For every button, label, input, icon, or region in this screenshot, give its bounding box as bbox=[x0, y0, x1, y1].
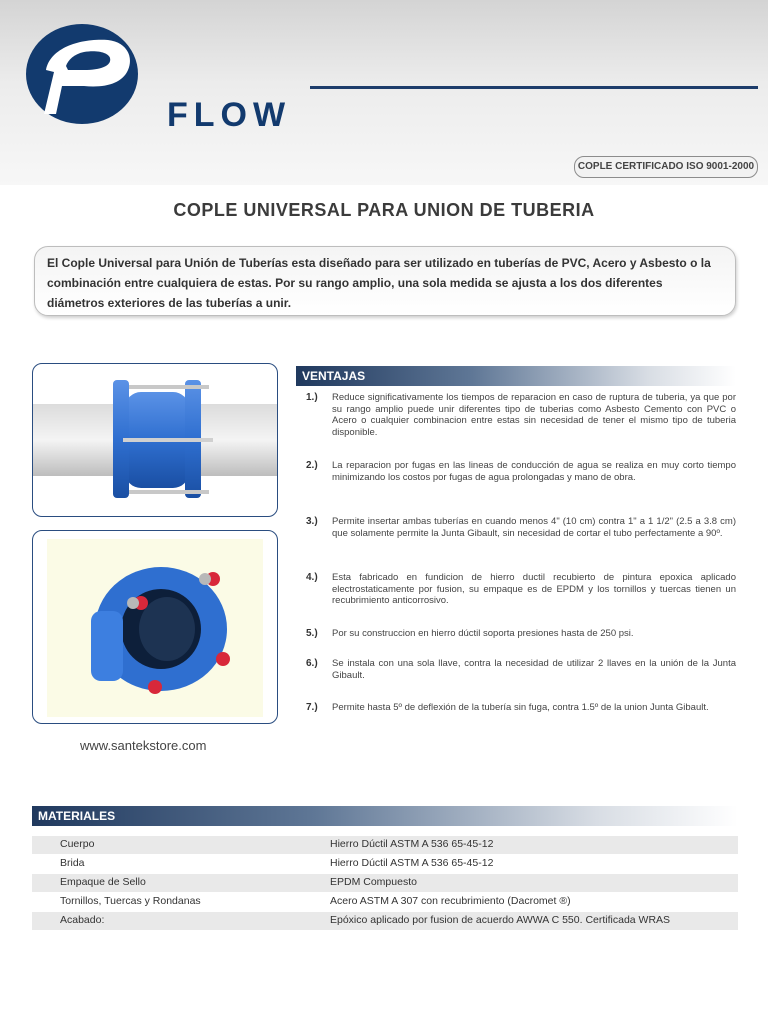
item-text: Esta fabricado en fundicion de hierro ductil recubierto de pintura epoxica aplicado electrostaticamente por fusion, su empaque es de EPDM y los tornillos y tuercas tienen un recubrimiento anticorrosivo. bbox=[332, 572, 736, 606]
item-number: 3.) bbox=[306, 516, 318, 527]
table-row bbox=[32, 836, 738, 854]
intro-text: El Cople Universal para Unión de Tuberías esta diseñado para ser utilizado en tuberías de PVC, Acero y Asbesto o la combinación entre cualquiera de estas. Por su rango amplio, una sola medida se ajusta a los dos diferentes diámetros exteriores de las tuberías a unir. bbox=[47, 256, 711, 310]
item-number: 7.) bbox=[306, 702, 318, 713]
website-url: www.santekstore.com bbox=[80, 738, 207, 753]
material-label: Cuerpo bbox=[60, 838, 95, 850]
material-value: Hierro Dúctil ASTM A 536 65-45-12 bbox=[330, 838, 494, 850]
ventajas-heading: VENTAJAS bbox=[296, 366, 736, 386]
item-text: La reparacion por fugas en las lineas de conducción de agua se realiza en muy corto tiempo minimizando los costos por fugas de agua prolongadas y mano de obra. bbox=[332, 460, 736, 483]
material-label: Tornillos, Tuercas y Rondanas bbox=[60, 895, 201, 907]
page-title: COPLE UNIVERSAL PARA UNION DE TUBERIA bbox=[173, 200, 595, 220]
item-number: 5.) bbox=[306, 628, 318, 639]
header-divider-line bbox=[310, 86, 758, 89]
material-value: EPDM Compuesto bbox=[330, 876, 417, 888]
logo-wordmark: FLOW bbox=[167, 96, 292, 134]
table-row bbox=[32, 912, 738, 930]
material-value: Epóxico aplicado por fusion de acuerdo AWWA C 550. Certificada WRAS bbox=[330, 914, 671, 926]
item-text: Se instala con una sola llave, contra la necesidad de utilizar 2 llaves en la unión de la Junta Gibault. bbox=[332, 658, 736, 681]
flow-logo bbox=[22, 22, 292, 134]
intro-box bbox=[34, 246, 736, 316]
flow-logo-icon bbox=[22, 22, 152, 130]
coupling-on-pipe-photo bbox=[32, 363, 278, 517]
certification-badge: COPLE CERTIFICADO ISO 9001-2000 bbox=[574, 156, 758, 178]
material-value: Hierro Dúctil ASTM A 536 65-45-12 bbox=[330, 857, 494, 869]
item-text: Por su construccion en hierro dúctil soporta presiones hasta de 250 psi. bbox=[332, 628, 634, 639]
material-label: Brida bbox=[60, 857, 85, 869]
item-text: Reduce significativamente los tiempos de reparacion en caso de ruptura de tuberia, ya que por su rango amplio puede unir diferentes tipo de tuberias como Asbesto Cemento con PVC o Acero o cualquier combinacion entre estas sin necesidad de tener el mismo tipo de tuberia disponible. bbox=[332, 392, 736, 438]
item-number: 4.) bbox=[306, 572, 318, 583]
coupling-front-photo bbox=[32, 530, 278, 724]
item-number: 1.) bbox=[306, 392, 318, 403]
table-row bbox=[32, 855, 738, 873]
item-text: Permite insertar ambas tuberías en cuando menos 4" (10 cm) contra 1" a 1 1/2" (2.5 a 3.8 cm) que solamente permite la Junta Gibault, sin necesidad de cortar el tubo perfectamente a 90º. bbox=[332, 516, 736, 539]
materiales-heading: MATERIALES bbox=[32, 806, 738, 826]
item-text: Permite hasta 5º de deflexión de la tubería sin fuga, contra 1.5º de la union Junta Gibault. bbox=[332, 702, 709, 713]
table-row bbox=[32, 874, 738, 892]
material-label: Empaque de Sello bbox=[60, 876, 146, 888]
item-number: 2.) bbox=[306, 460, 318, 471]
material-value: Acero ASTM A 307 con recubrimiento (Dacromet ®) bbox=[330, 895, 571, 907]
material-label: Acabado: bbox=[60, 914, 105, 926]
table-row bbox=[32, 893, 738, 911]
item-number: 6.) bbox=[306, 658, 318, 669]
